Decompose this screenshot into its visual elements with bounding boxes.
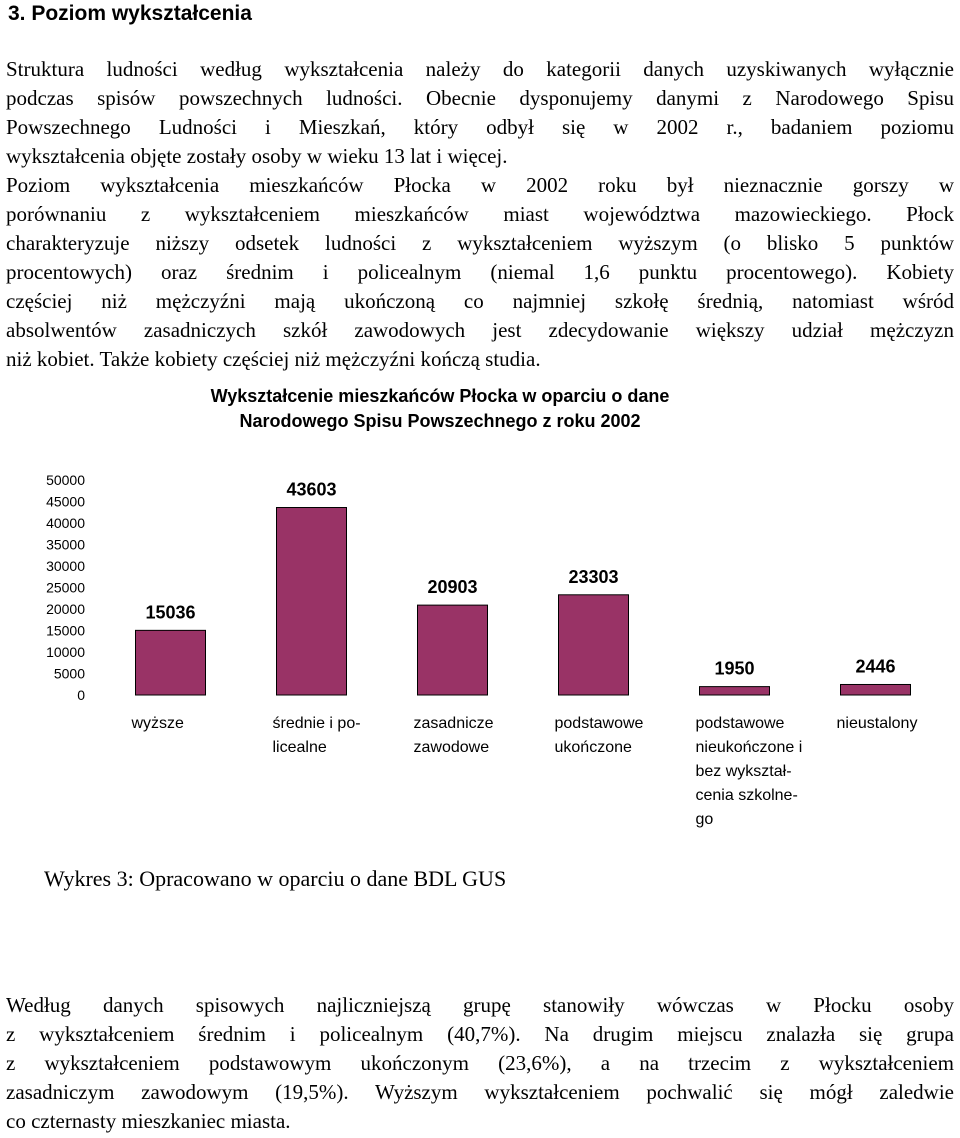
paragraph-line: co czternasty mieszkaniec miasta. xyxy=(6,1109,291,1133)
paragraph-line: Powszechnego Ludności i Mieszkań, który odbył się w 2002 r., badaniem poziomu xyxy=(6,115,954,139)
intro-paragraph xyxy=(6,55,954,374)
y-tick-label: 15000 xyxy=(46,622,85,639)
category-label: wyższe xyxy=(131,715,184,732)
chart-title-line: Narodowego Spisu Powszechnego z roku 2002 xyxy=(239,411,641,431)
bar xyxy=(418,605,488,695)
category-label: podstawowe xyxy=(554,715,644,732)
bar-value-label: 1950 xyxy=(714,658,755,679)
category-label: licealne xyxy=(272,739,327,756)
paragraph-line: charakteryzuje niższy odsetek ludności z wykształceniem wyższym (o blisko 5 punktów xyxy=(6,231,954,255)
y-tick-label: 50000 xyxy=(46,472,85,488)
bar xyxy=(277,508,347,695)
paragraph-line: z wykształceniem podstawowym ukończonym (23,6%), a na trzecim z wykształceniem xyxy=(6,1051,954,1075)
paragraph-line: Poziom wykształcenia mieszkańców Płocka w 2002 roku był nieznacznie gorszy w xyxy=(6,173,954,197)
outro-paragraph xyxy=(6,991,954,1136)
category-label: nieustalony xyxy=(836,715,918,732)
bar-value-label: 2446 xyxy=(855,656,896,677)
y-tick-label: 35000 xyxy=(46,536,85,553)
education-bar-chart xyxy=(0,460,960,840)
category-label: bez wykształ- xyxy=(695,763,792,780)
y-tick-label: 0 xyxy=(77,687,85,703)
paragraph-line: częściej niż mężczyźni mają ukończoną co najmniej szkołę średnią, natomiast wśród xyxy=(6,289,954,313)
category-label: podstawowe xyxy=(695,715,785,732)
paragraph-line: podczas spisów powszechnych ludności. Obecnie dysponujemy danymi z Narodowego Spisu xyxy=(6,86,954,110)
bar-value-label: 43603 xyxy=(286,479,337,500)
paragraph-line: porównaniu z wykształceniem mieszkańców miast województwa mazowieckiego. Płock xyxy=(6,202,954,226)
category-label: zawodowe xyxy=(413,739,490,756)
category-label: zasadnicze xyxy=(413,715,494,732)
section-heading: 3. Poziom wykształcenia xyxy=(8,2,252,25)
category-label: nieukończone i xyxy=(695,739,803,756)
paragraph-line: absolwentów zasadniczych szkół zawodowych jest zdecydowanie większy udział mężczyzn xyxy=(6,318,954,342)
paragraph-line: procentowych) oraz średnim i policealnym (niemal 1,6 punktu procentowego). Kobiety xyxy=(6,260,954,284)
bar xyxy=(841,684,911,695)
paragraph-line: zasadniczym zawodowym (19,5%). Wyższym wykształceniem pochwalić się mógł zaledwie xyxy=(6,1080,954,1104)
category-label: go xyxy=(695,811,714,828)
paragraph-line: Według danych spisowych najliczniejszą grupę stanowiły wówczas w Płocku osoby xyxy=(6,993,954,1017)
paragraph-line: wykształcenia objęte zostały osoby w wieku 13 lat i więcej. xyxy=(6,144,508,168)
chart-title-line: Wykształcenie mieszkańców Płocka w oparciu o dane xyxy=(210,386,670,406)
y-tick-label: 10000 xyxy=(46,644,85,660)
y-tick-label: 5000 xyxy=(53,665,85,682)
paragraph-line: Struktura ludności według wykształcenia należy do kategorii danych uzyskiwanych wyłącznie xyxy=(6,57,954,81)
y-tick-label: 30000 xyxy=(46,558,85,574)
category-label: ukończone xyxy=(554,739,632,756)
bar xyxy=(559,595,629,695)
y-tick-label: 45000 xyxy=(46,493,85,510)
bar-value-label: 23303 xyxy=(568,566,619,587)
y-tick-label: 40000 xyxy=(46,515,85,531)
paragraph-line: z wykształceniem średnim i policealnym (40,7%). Na drugim miejscu znalazła się grupa xyxy=(6,1022,954,1046)
y-tick-label: 25000 xyxy=(46,579,85,596)
bar xyxy=(136,630,206,695)
category-label: średnie i po- xyxy=(272,715,361,732)
bar-value-label: 20903 xyxy=(427,577,478,598)
paragraph-line: niż kobiet. Także kobiety częściej niż mężczyźni kończą studia. xyxy=(6,347,541,371)
chart-caption: Wykres 3: Opracowano w oparciu o dane BDL GUS xyxy=(44,866,507,891)
y-tick-label: 20000 xyxy=(46,601,85,617)
category-label: cenia szkolne- xyxy=(695,787,798,804)
chart-title xyxy=(150,384,730,434)
bar xyxy=(700,687,770,695)
bar-value-label: 15036 xyxy=(145,602,196,623)
